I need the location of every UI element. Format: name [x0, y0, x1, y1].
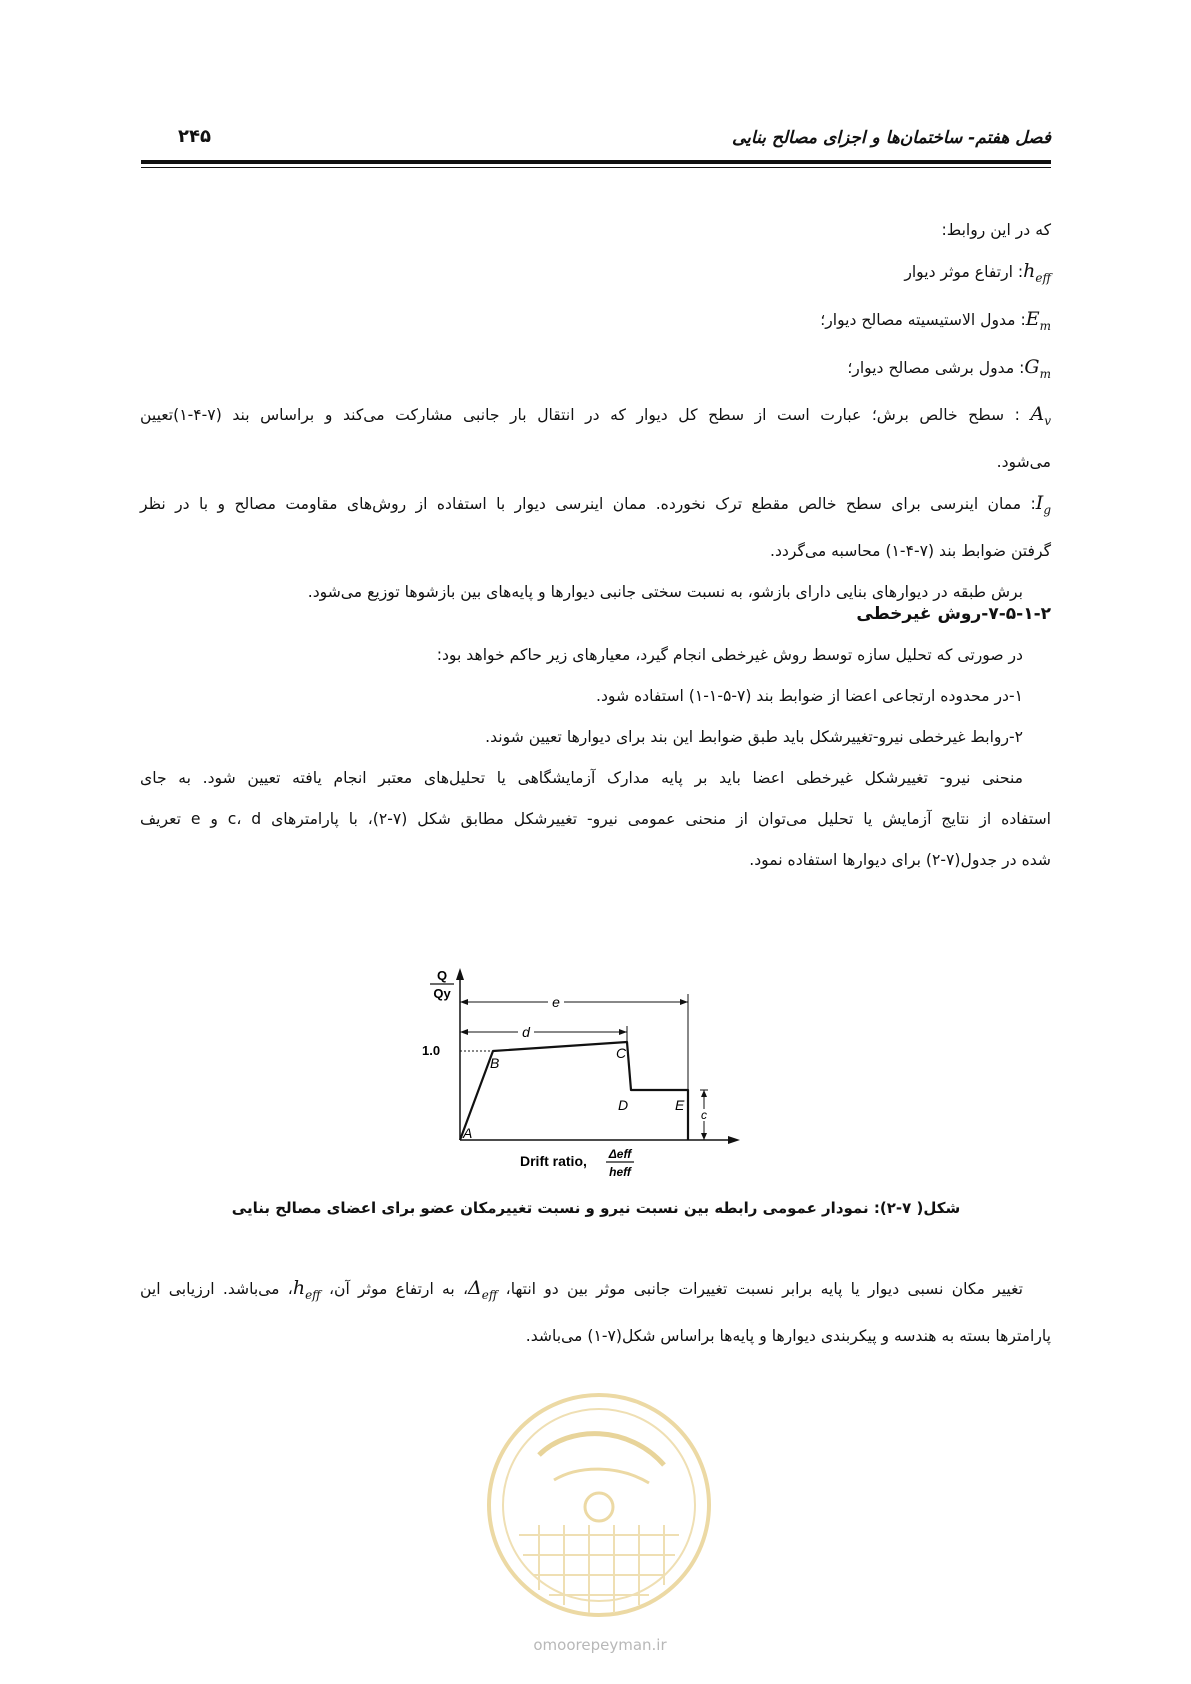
- figure-caption: شکل( ۷-۲): نمودار عمومی رابطه بین نسبت نیرو و نسبت تغییرمکان عضو برای اعضای مصالح بنایی: [231, 1199, 961, 1217]
- intro-line: که در این روابط:: [941, 221, 1051, 239]
- y-axis-arrow: [456, 968, 464, 980]
- watermark-outer-ring: [489, 1395, 709, 1615]
- para-curve-line2: استفاده از نتایج آزمایش یا تحلیل می‌توان از منحنی عمومی نیرو- تغییرشکل مطابق شکل (۷-۲)، با پارامترهای c، d و e تعریف: [140, 810, 1052, 828]
- symbol-heff: $h_{eff}$: [1023, 260, 1051, 285]
- section-heading: ۷-۵-۱-۲-روش غیرخطی: [856, 604, 1051, 624]
- point-d-label: D: [618, 1097, 629, 1113]
- para-curve-line3: شده در جدول(۷-۲) برای دیوارها استفاده نمود.: [749, 851, 1051, 869]
- list-item-1: ۱-در محدوده ارتجاعی اعضا از ضوابط بند (۷-۵-۱-۱) استفاده شود.: [596, 687, 1023, 705]
- force-deformation-figure: [420, 960, 790, 1185]
- x-axis-label: Drift ratio,: [520, 1153, 587, 1169]
- body-block-drift: [140, 1268, 1051, 1357]
- dimension-e-label: e: [552, 994, 560, 1010]
- watermark-url: omoorepeyman.ir: [533, 1636, 667, 1654]
- page-number: ۲۴۵: [178, 126, 211, 147]
- watermark-inner-ring: [503, 1409, 695, 1601]
- dimension-d-arrow-left: [460, 1029, 468, 1035]
- point-c-label: C: [616, 1045, 627, 1061]
- dimension-d-label: d: [522, 1024, 530, 1040]
- y-label-den: Qy: [433, 986, 451, 1001]
- chapter-title: فصل هفتم- ساختمان‌ها و اجزای مصالح بنایی: [732, 128, 1051, 148]
- para-drift-line2: پارامترها بسته به هندسه و پیکربندی دیوارها و پایه‌ها براساس شکل(۷-۱) می‌باشد.: [525, 1326, 1051, 1345]
- header-rule-thick: [141, 160, 1051, 164]
- point-e-label: E: [675, 1097, 685, 1113]
- watermark-emblem: [585, 1493, 613, 1521]
- point-a-label: A: [463, 1125, 473, 1141]
- symbol-av: $A_v$: [1030, 403, 1051, 429]
- def-heff: $h_{eff}$: ارتفاع موثر دیوار: [904, 260, 1051, 285]
- dimension-c-arrow-bottom: [701, 1133, 707, 1140]
- def-ig-line2: گرفتن ضوابط بند (۷-۴-۱) محاسبه می‌گردد.: [770, 541, 1051, 560]
- symbol-em: $E_m$: [1025, 307, 1051, 333]
- dimension-c-label: c: [701, 1108, 707, 1122]
- symbol-delta-eff: $\Delta_{eff}$: [468, 1277, 498, 1302]
- symbol-ig: $I_g$: [1035, 492, 1051, 517]
- para-nonlinear: در صورتی که تحلیل سازه توسط روش غیرخطی انجام گیرد، معیارهای زیر حاکم خواهد بود:: [436, 646, 1023, 664]
- x-label-fraction-num: Δeff: [608, 1147, 632, 1161]
- y-tick-1: 1.0: [422, 1043, 441, 1058]
- watermark-logo: [479, 1385, 719, 1635]
- dimension-d-arrow-right: [619, 1029, 627, 1035]
- x-axis-arrow: [728, 1136, 740, 1144]
- def-ig-line1: $I_g$: ممان اینرسی برای سطح خالص مقطع ترک نخورده. ممان اینرسی دیوار با استفاده از روش‌های مقاومت مصالح و با در نظر: [140, 492, 1051, 517]
- para-shear: برش طبقه در دیوارهای بنایی دارای بازشو، به نسبت سختی جانبی دیوارها و پایه‌های بین بازشوها توزیع می‌شود.: [307, 582, 1023, 601]
- point-b-label: B: [490, 1055, 500, 1071]
- def-em: $E_m$: مدول الاستیسیته مصالح دیوار؛: [820, 307, 1051, 333]
- def-av-line2: می‌شود.: [996, 453, 1051, 472]
- watermark-calligraphy-2: [554, 1469, 649, 1483]
- x-label-fraction-den: heff: [609, 1165, 631, 1179]
- body-block-nonlinear: [140, 594, 1051, 881]
- def-gm: $G_m$: مدول برشی مصالح دیوار؛: [847, 355, 1051, 381]
- def-av-line1: $A_v$ : سطح خالص برش؛ عبارت است از سطح کل دیوار که در انتقال بار جانبی مشارکت می‌کند و براساس بند (۷-۴-۱)تعیین: [140, 403, 1051, 429]
- symbol-heff-2: $h_{eff}$: [292, 1277, 321, 1302]
- watermark-calligraphy: [539, 1434, 664, 1465]
- dimension-e-arrow-right: [680, 999, 688, 1005]
- body-block-definitions: [140, 210, 1051, 613]
- para-curve-line1: منحنی نیرو- تغییرشکل غیرخطی اعضا باید بر پایه مدارک آزمایشگاهی یا تحلیل‌های معتبر انجام یافته تعیین شود. به جای: [140, 769, 1023, 787]
- dimension-c-arrow-top: [701, 1090, 707, 1097]
- symbol-gm: $G_m$: [1024, 355, 1051, 381]
- dimension-e-arrow-left: [460, 999, 468, 1005]
- para-drift-line1: تغییر مکان نسبی دیوار یا پایه برابر نسبت تغییرات جانبی موثر بین دو انتها، $\Delta_{eff}،$ به ارتفاع موثر آن، $h_{eff}،$ می‌باشد. ارزیابی این: [140, 1277, 1023, 1302]
- y-label-num: Q: [436, 968, 448, 983]
- list-item-2: ۲-روابط غیرخطی نیرو-تغییرشکل باید طبق ضوابط این بند برای دیوارها تعیین شوند.: [485, 728, 1023, 746]
- header-rule-thin: [141, 167, 1051, 168]
